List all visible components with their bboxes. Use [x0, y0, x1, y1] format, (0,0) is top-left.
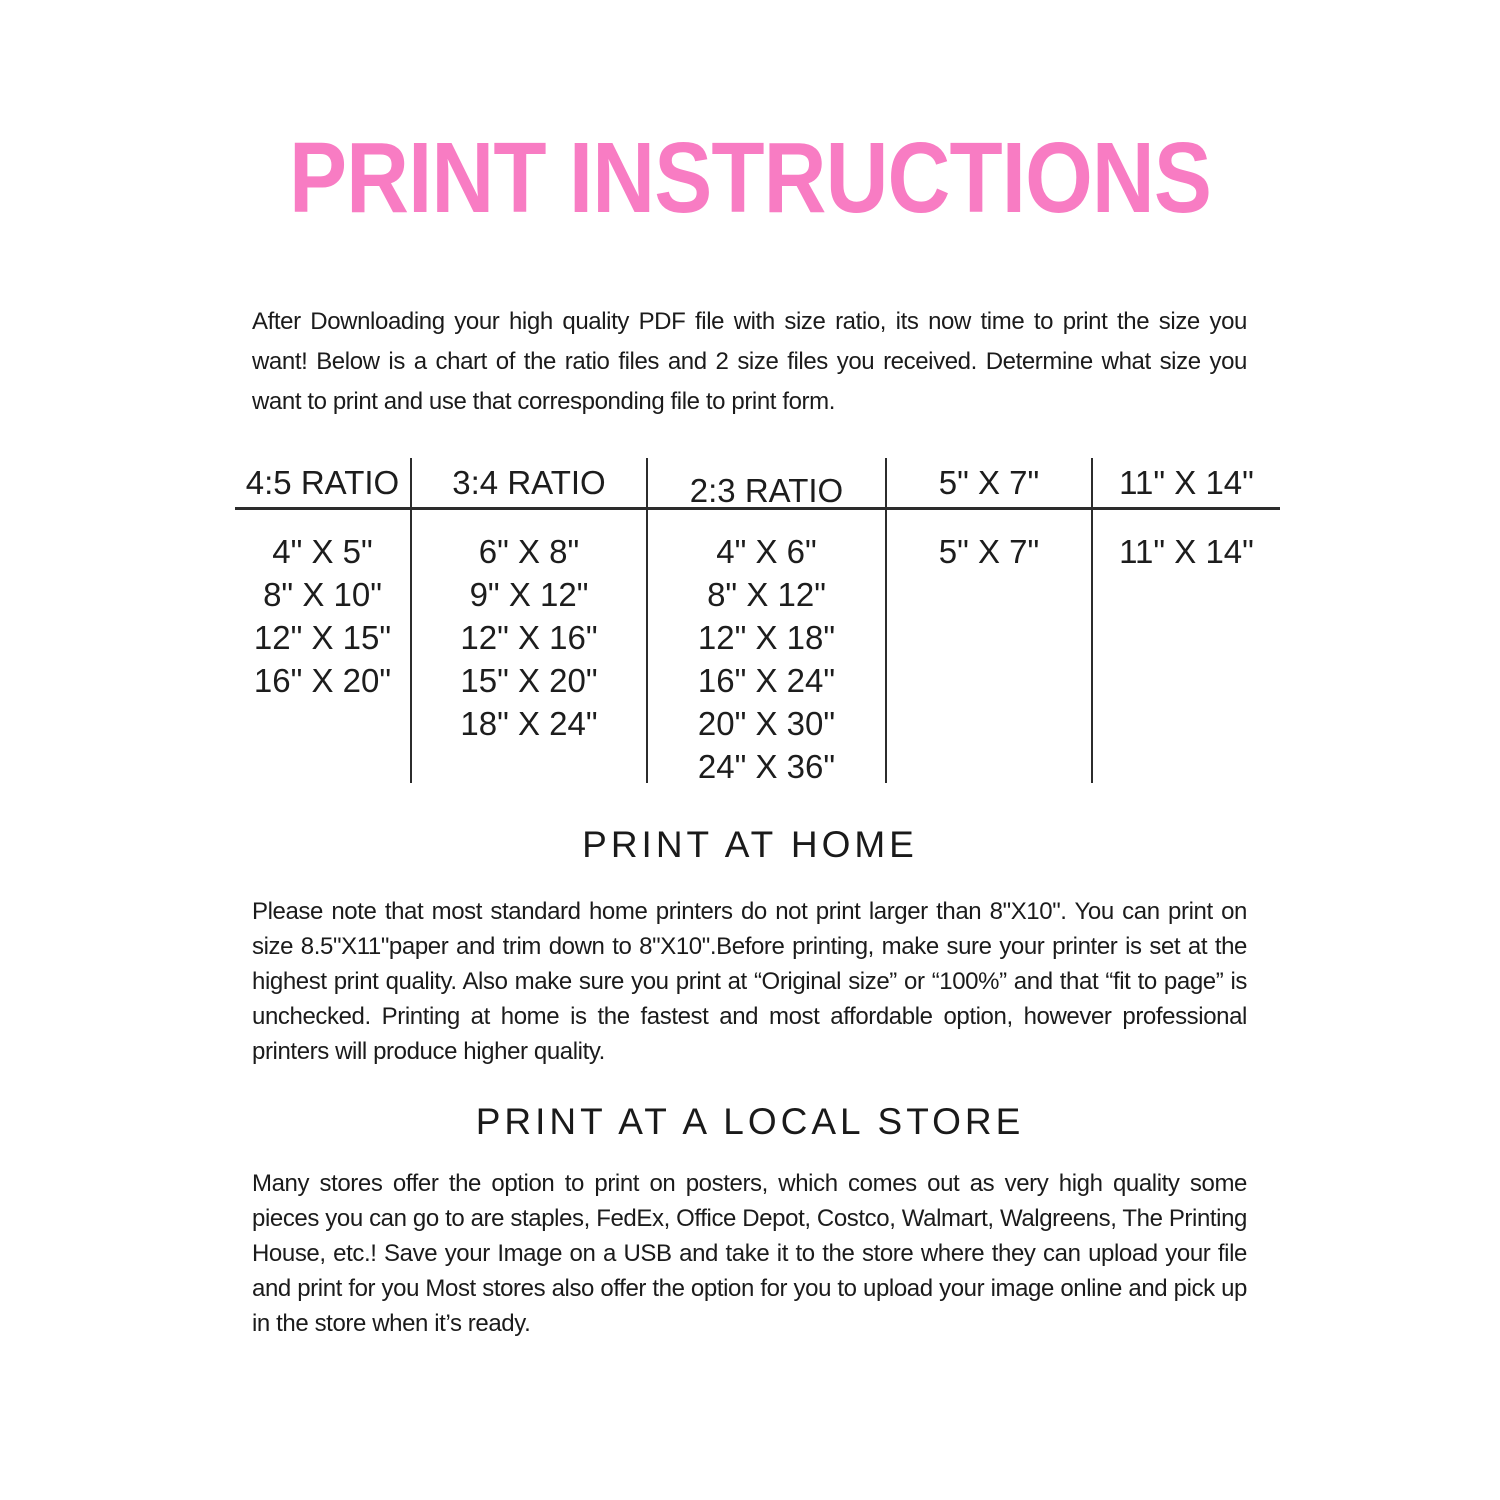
- size-cell: 15" X 20": [460, 662, 598, 699]
- column-header-2-3-ratio: [648, 458, 887, 507]
- column-header-label: 3:4 RATIO: [452, 463, 606, 501]
- size-column-11x14: [1093, 510, 1280, 783]
- size-cell: 20" X 30": [697, 705, 836, 742]
- size-cell: 12" X 15": [253, 619, 392, 656]
- size-cell: 16" X 20": [253, 662, 392, 699]
- column-header-3-4-ratio: [412, 458, 648, 507]
- size-cell: 11" X 14": [1119, 533, 1254, 570]
- print-at-home-paragraph: Please note that most standard home printers do not print larger than 8"X10". You can print on size 8.5"X11"paper and trim down to 8"X10".Before printing, make sure your printer is set at the highest print quality. Also make sure you print at “Original size” or “100%” and that “fit to page” is unchecked. Printing at home is the fastest and most affordable option, however professional printers will produce higher quality.: [252, 898, 1247, 1065]
- size-cell: 12" X 18": [697, 619, 836, 656]
- size-cell: 9" X 12": [469, 576, 589, 613]
- size-column-3-4-ratio: [412, 510, 648, 783]
- size-cell: 24" X 36": [697, 748, 836, 785]
- size-column-5x7: [887, 510, 1093, 783]
- size-cell: 4" X 6": [716, 533, 817, 570]
- page-title: PRINT INSTRUCTIONS: [288, 122, 1212, 234]
- column-header-label: 11" X 14": [1119, 463, 1254, 501]
- column-header-11x14: [1093, 458, 1280, 507]
- size-cell: 18" X 24": [460, 705, 598, 742]
- column-header-4-5-ratio: [235, 458, 412, 507]
- section-heading-print-at-home: PRINT AT HOME: [582, 824, 918, 865]
- size-table-header-row: [235, 458, 1280, 510]
- size-column-4-5-ratio: [235, 510, 412, 783]
- column-header-label: 5" X 7": [938, 463, 1040, 501]
- print-at-local-store-paragraph: Many stores offer the option to print on posters, which comes out as very high quality some pieces you can go to are staples, FedEx, Office Depot, Costco, Walmart, Walgreens, The Printing House, etc.! Save your Image on a USB and take it to the store where they can upload your file and print for you Most stores also offer the option for you to upload your image online and pick up in the store when it’s ready.: [252, 1170, 1247, 1337]
- size-cell: 5" X 7": [938, 533, 1040, 570]
- size-cell: 4" X 5": [272, 533, 373, 570]
- intro-paragraph: After Downloading your high quality PDF file with size ratio, its now time to print the size you want! Below is a chart of the ratio files and 2 size files you received. Determine what size you want to print and use that corresponding file to print form.: [252, 308, 1247, 415]
- size-ratio-table: [235, 458, 1280, 783]
- size-column-2-3-ratio: [648, 510, 887, 783]
- size-cell: 16" X 24": [697, 662, 836, 699]
- size-cell: 12" X 16": [460, 619, 598, 656]
- column-header-5x7: [887, 458, 1093, 507]
- size-table-body: [235, 510, 1280, 783]
- size-cell: 8" X 10": [263, 576, 382, 613]
- column-header-label: 4:5 RATIO: [245, 463, 400, 501]
- size-cell: 6" X 8": [478, 533, 580, 570]
- column-header-label: 2:3 RATIO: [689, 471, 844, 509]
- size-cell: 8" X 12": [707, 576, 826, 613]
- section-heading-print-at-local-store: PRINT AT A LOCAL STORE: [475, 1101, 1025, 1142]
